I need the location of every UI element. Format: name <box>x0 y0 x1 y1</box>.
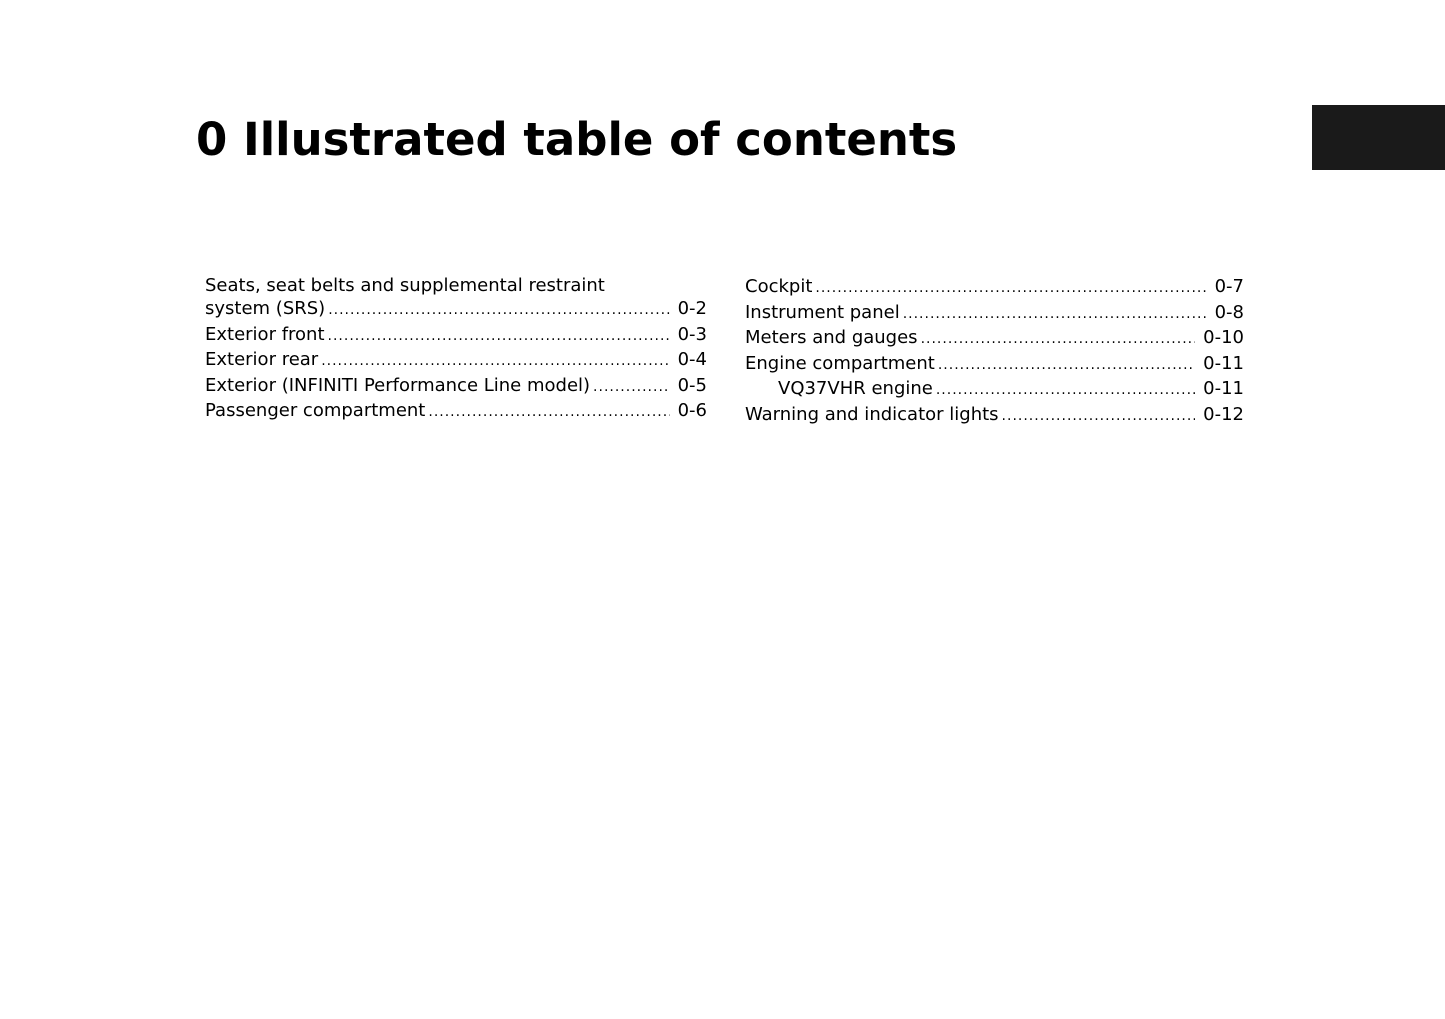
dot-leader <box>938 353 1195 378</box>
toc-entry-label: Exterior (INFINITI Performance Line model) <box>205 374 591 396</box>
toc-entry-label: Exterior rear <box>205 349 319 370</box>
toc-page-number: 0-5 <box>677 374 707 396</box>
dot-leader <box>321 349 669 374</box>
toc-entry-label: system (SRS) <box>205 298 326 319</box>
toc-page-number: 0-6 <box>677 400 707 421</box>
toc-entry-label: Passenger compartment <box>205 400 426 421</box>
dot-leader <box>1002 404 1196 429</box>
toc-entry-label: Engine compartment <box>745 352 935 374</box>
toc-entry[interactable] <box>205 374 707 400</box>
toc-entry-heading: Seats, seat belts and supplemental restraint <box>205 275 605 296</box>
toc-entry[interactable] <box>745 352 1244 378</box>
toc-entry-label: Meters and gauges <box>745 327 918 348</box>
toc-entry[interactable] <box>205 348 707 374</box>
toc-entry-label: Exterior front <box>205 323 325 345</box>
toc-right-column <box>745 275 1244 428</box>
toc-page-number: 0-2 <box>677 298 707 319</box>
toc-page-number: 0-12 <box>1203 403 1244 425</box>
toc-subentry[interactable] <box>745 377 1244 403</box>
toc-entry[interactable] <box>205 323 707 349</box>
dot-leader <box>903 302 1207 327</box>
dot-leader <box>936 378 1195 403</box>
toc-entry[interactable] <box>205 297 707 323</box>
toc-page-number: 0-3 <box>677 323 707 345</box>
toc-page-number: 0-7 <box>1214 276 1244 297</box>
toc-page-number: 0-10 <box>1203 327 1244 348</box>
dot-leader <box>921 327 1196 352</box>
toc-entry[interactable] <box>745 301 1244 327</box>
dot-leader <box>815 276 1206 301</box>
chapter-tab <box>1312 105 1445 170</box>
toc-left-column <box>205 275 707 425</box>
dot-leader <box>593 375 670 400</box>
toc-page-number: 0-11 <box>1203 352 1244 374</box>
toc-entry[interactable] <box>745 403 1244 429</box>
toc-page-number: 0-4 <box>677 349 707 370</box>
toc-entry-label: VQ37VHR engine <box>778 378 933 399</box>
toc-page-number: 0-11 <box>1203 378 1244 399</box>
page-title: 0 Illustrated table of contents <box>196 113 958 166</box>
toc-entry-label: Cockpit <box>745 276 813 297</box>
toc-entry-label: Warning and indicator lights <box>745 403 999 425</box>
toc-entry[interactable] <box>205 399 707 425</box>
toc-entry-label: Instrument panel <box>745 301 900 323</box>
dot-leader <box>328 324 670 349</box>
dot-leader <box>428 400 669 425</box>
toc-entry[interactable] <box>745 326 1244 352</box>
toc-entry[interactable] <box>745 275 1244 301</box>
toc-page-number: 0-8 <box>1214 301 1244 323</box>
dot-leader <box>328 298 669 323</box>
